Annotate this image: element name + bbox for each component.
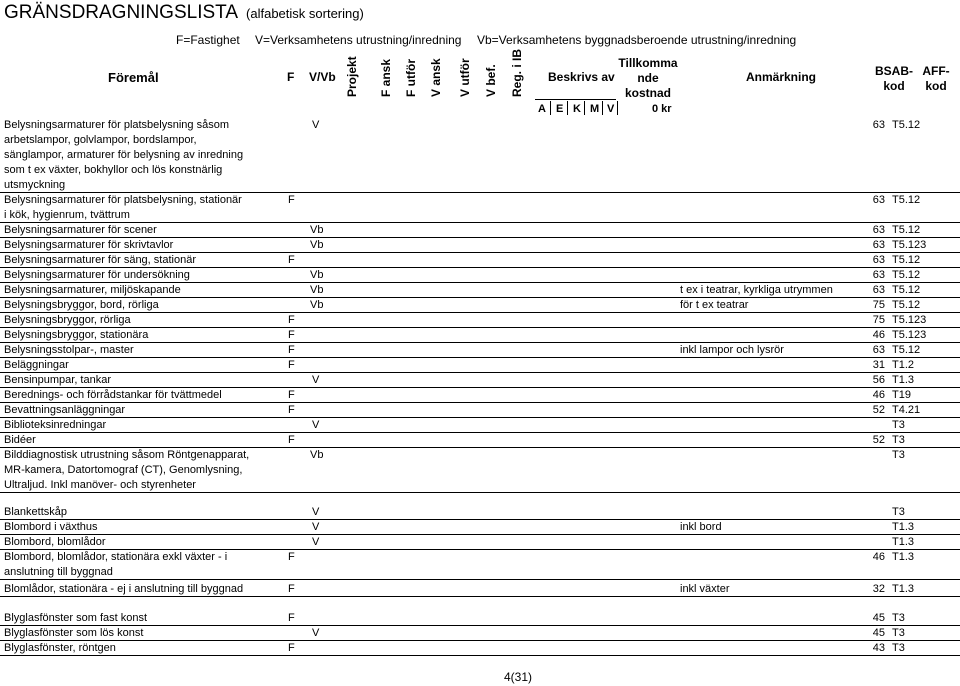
row-object-line: Bidéer [4, 434, 36, 446]
row-responsibility-code: Vb [310, 239, 324, 251]
header-a: A [538, 103, 546, 115]
row-object-line: Belysningsbryggor, bord, rörliga [4, 299, 159, 311]
header-fansk: F ansk [379, 58, 393, 97]
row-bsab-code: 63 [872, 239, 885, 251]
row-responsibility-code: F [288, 194, 295, 206]
row-responsibility-code: F [288, 404, 295, 416]
row-responsibility-code: V [312, 536, 320, 548]
row-responsibility-code: Vb [310, 269, 324, 281]
row-aff-code: T5.12 [892, 224, 921, 236]
header-zero-kr: 0 kr [652, 103, 672, 115]
header-bsab-1: BSAB- [875, 64, 913, 78]
row-aff-code: T1.3 [892, 536, 915, 548]
row-responsibility-code: F [288, 551, 295, 563]
row-divider [0, 342, 960, 343]
header-m: M [590, 103, 600, 115]
header-futfor: F utför [404, 59, 418, 97]
row-responsibility-code: Vb [310, 299, 324, 311]
row-object-line: arbetslampor, golvlampor, bordslampor, [4, 134, 197, 146]
row-aff-code: T5.12 [892, 284, 921, 296]
row-remark: inkl lampor och lysrör [680, 344, 784, 356]
row-bsab-code: 63 [872, 284, 885, 296]
title-subtitle: (alfabetisk sortering) [246, 6, 364, 21]
row-responsibility-code: F [288, 612, 295, 624]
row-object-line: Belysningsstolpar-, master [4, 344, 134, 356]
row-object-line: Belysningsarmaturer för platsbelysning såsom [4, 119, 229, 131]
row-object-line: Belysningsarmaturer för platsbelysning, stationär [4, 194, 242, 206]
row-object-line: Beläggningar [4, 359, 69, 371]
row-aff-code: T5.123 [892, 329, 927, 341]
header-aff-2: kod [925, 79, 947, 93]
header-tillkomma-1: Tillkomma [618, 56, 678, 70]
row-bsab-code: 56 [872, 374, 885, 386]
row-responsibility-code: F [288, 389, 295, 401]
row-aff-code: T19 [892, 389, 911, 401]
row-divider [0, 519, 960, 520]
header-sep-mv [602, 101, 603, 115]
row-bsab-code: 63 [872, 119, 885, 131]
header-sep-v [617, 101, 618, 115]
row-remark: inkl bord [680, 521, 722, 533]
row-responsibility-code: F [288, 642, 295, 654]
row-object-line: anslutning till byggnad [4, 566, 113, 578]
row-bsab-code: 45 [872, 612, 885, 624]
row-divider [0, 655, 960, 656]
row-aff-code: T5.12 [892, 299, 921, 311]
row-aff-code: T3 [892, 419, 905, 431]
header-vutfor: V utför [458, 58, 472, 97]
row-bsab-code: 63 [872, 344, 885, 356]
row-object-line: MR-kamera, Datortomograf (CT), Genomlysning, [4, 464, 243, 476]
row-aff-code: T5.12 [892, 194, 921, 206]
row-bsab-code: 43 [872, 642, 885, 654]
row-object-line: sänglampor, armaturer för belysning av inredning [4, 149, 244, 161]
row-object-line: Blombord, blomlådor, stationära exkl växter - i [4, 551, 228, 563]
row-bsab-code: 52 [872, 404, 885, 416]
row-responsibility-code: V [312, 419, 320, 431]
header-projekt: Projekt [345, 56, 359, 97]
legend-f: F=Fastighet [176, 33, 240, 47]
row-aff-code: T4.21 [892, 404, 921, 416]
row-bsab-code: 63 [872, 269, 885, 281]
row-object-line: Ultraljud. Inkl manöver- och styrenheter [4, 479, 196, 491]
header-vvb: V/Vb [309, 70, 336, 84]
row-responsibility-code: V [312, 119, 320, 131]
row-object-line: Blyglasfönster som fast konst [4, 612, 148, 624]
row-divider [0, 492, 960, 493]
row-divider [0, 312, 960, 313]
page-number: 4(31) [504, 670, 533, 684]
row-aff-code: T1.3 [892, 374, 915, 386]
header-bsab-2: kod [883, 79, 905, 93]
row-aff-code: T1.3 [892, 551, 915, 563]
row-aff-code: T5.12 [892, 269, 921, 281]
row-object-line: i kök, hygienrum, tvättrum [4, 209, 130, 221]
row-divider [0, 596, 960, 597]
row-responsibility-code: Vb [310, 224, 324, 236]
row-object-line: Biblioteksinredningar [4, 419, 107, 431]
row-bsab-code: 63 [872, 194, 885, 206]
page-title [4, 2, 364, 24]
row-bsab-code: 75 [872, 299, 885, 311]
row-bsab-code: 32 [872, 583, 885, 595]
row-remark: för t ex teatrar [680, 299, 749, 311]
row-aff-code: T3 [892, 449, 905, 461]
row-object-line: Belysningsbryggor, rörliga [4, 314, 131, 326]
row-aff-code: T5.12 [892, 119, 921, 131]
row-responsibility-code: F [288, 434, 295, 446]
row-remark: t ex i teatrar, kyrkliga utrymmen [680, 284, 833, 296]
row-bsab-code: 31 [872, 359, 885, 371]
header-tillkomma-3: kostnad [624, 86, 671, 100]
row-divider [0, 625, 960, 626]
row-bsab-code: 46 [872, 329, 885, 341]
row-aff-code: T3 [892, 642, 905, 654]
row-responsibility-code: F [288, 359, 295, 371]
row-aff-code: T1.3 [892, 583, 915, 595]
row-object-line: Blomlådor, stationära - ej i anslutning till byggnad [4, 583, 244, 595]
header-sep-ae [550, 101, 551, 115]
title-text: GRÄNSDRAGNINGSLISTA [4, 2, 239, 23]
row-object-line: Bevattningsanläggningar [4, 404, 126, 416]
row-bsab-code: 45 [872, 627, 885, 639]
row-object-line: Belysningsarmaturer, miljöskapande [4, 284, 181, 296]
row-aff-code: T5.123 [892, 314, 927, 326]
header-f: F [287, 70, 295, 84]
row-divider [0, 372, 960, 373]
row-aff-code: T3 [892, 506, 905, 518]
row-object-line: Blankettskåp [4, 506, 67, 518]
row-aff-code: T3 [892, 612, 905, 624]
row-responsibility-code: V [312, 521, 320, 533]
row-object-line: Belysningsarmaturer för undersökning [4, 269, 190, 281]
row-object-line: Belysningsarmaturer för scener [4, 224, 157, 236]
header-sep-km [584, 101, 585, 115]
row-object-line: Berednings- och förrådstankar för tvättmedel [4, 389, 222, 401]
row-bsab-code: 46 [872, 551, 885, 563]
row-divider [0, 640, 960, 641]
header-tillkomma-2: nde [637, 71, 659, 85]
row-aff-code: T1.3 [892, 521, 915, 533]
header-aff-1: AFF- [922, 64, 950, 78]
header-sep-ek [567, 101, 568, 115]
row-responsibility-code: F [288, 329, 295, 341]
row-object-line: Belysningsbryggor, stationära [4, 329, 149, 341]
row-aff-code: T5.12 [892, 344, 921, 356]
row-responsibility-code: F [288, 583, 295, 595]
row-divider [0, 432, 960, 433]
row-object-line: Belysningsarmaturer för skrivtavlor [4, 239, 174, 251]
header-foremal: Föremål [108, 70, 159, 85]
row-object-line: Belysningsarmaturer för säng, stationär [4, 254, 196, 266]
header-e: E [556, 103, 564, 115]
row-responsibility-code: V [312, 374, 320, 386]
row-divider [0, 579, 960, 580]
row-object-line: Blyglasfönster, röntgen [4, 642, 116, 654]
header-vbef: V bef. [484, 64, 498, 97]
header-beskrivs: Beskrivs av [548, 70, 615, 84]
row-responsibility-code: V [312, 627, 320, 639]
row-object-line: Blyglasfönster som lös konst [4, 627, 144, 639]
row-divider [0, 534, 960, 535]
legend-vb: Vb=Verksamhetens byggnadsberoende utrustning/inredning [477, 33, 797, 47]
row-responsibility-code: F [288, 344, 295, 356]
row-responsibility-code: Vb [310, 284, 324, 296]
row-object-line: utsmyckning [4, 179, 66, 191]
row-object-line: Bilddiagnostisk utrustning såsom Röntgenapparat, [4, 449, 250, 461]
row-responsibility-code: V [312, 506, 320, 518]
row-aff-code: T3 [892, 627, 905, 639]
row-aff-code: T5.12 [892, 254, 921, 266]
row-bsab-code: 75 [872, 314, 885, 326]
header-anmarkning: Anmärkning [746, 70, 817, 84]
row-object-line: Blombord, blomlådor [4, 536, 106, 548]
row-responsibility-code: Vb [310, 449, 324, 461]
row-aff-code: T3 [892, 434, 905, 446]
row-object-line: Bensinpumpar, tankar [4, 374, 112, 386]
header-k: K [573, 103, 581, 115]
row-bsab-code: 63 [872, 254, 885, 266]
row-responsibility-code: F [288, 314, 295, 326]
row-aff-code: T1.2 [892, 359, 915, 371]
row-remark: inkl växter [680, 583, 730, 595]
row-bsab-code: 52 [872, 434, 885, 446]
header-regib: Reg. i IB [510, 48, 524, 97]
row-divider [0, 417, 960, 418]
row-responsibility-code: F [288, 254, 295, 266]
row-bsab-code: 63 [872, 224, 885, 236]
row-aff-code: T5.123 [892, 239, 927, 251]
header-vansk: V ansk [429, 58, 443, 97]
row-bsab-code: 46 [872, 389, 885, 401]
legend-v: V=Verksamhetens utrustning/inredning [255, 33, 462, 47]
header-v: V [607, 103, 615, 115]
row-object-line: som t ex växter, bokhyllor och lös konstnärlig [4, 164, 223, 176]
row-object-line: Blombord i växthus [4, 521, 98, 533]
header-divider-aekmv [535, 99, 616, 100]
row-divider [0, 402, 960, 403]
row-divider [0, 357, 960, 358]
